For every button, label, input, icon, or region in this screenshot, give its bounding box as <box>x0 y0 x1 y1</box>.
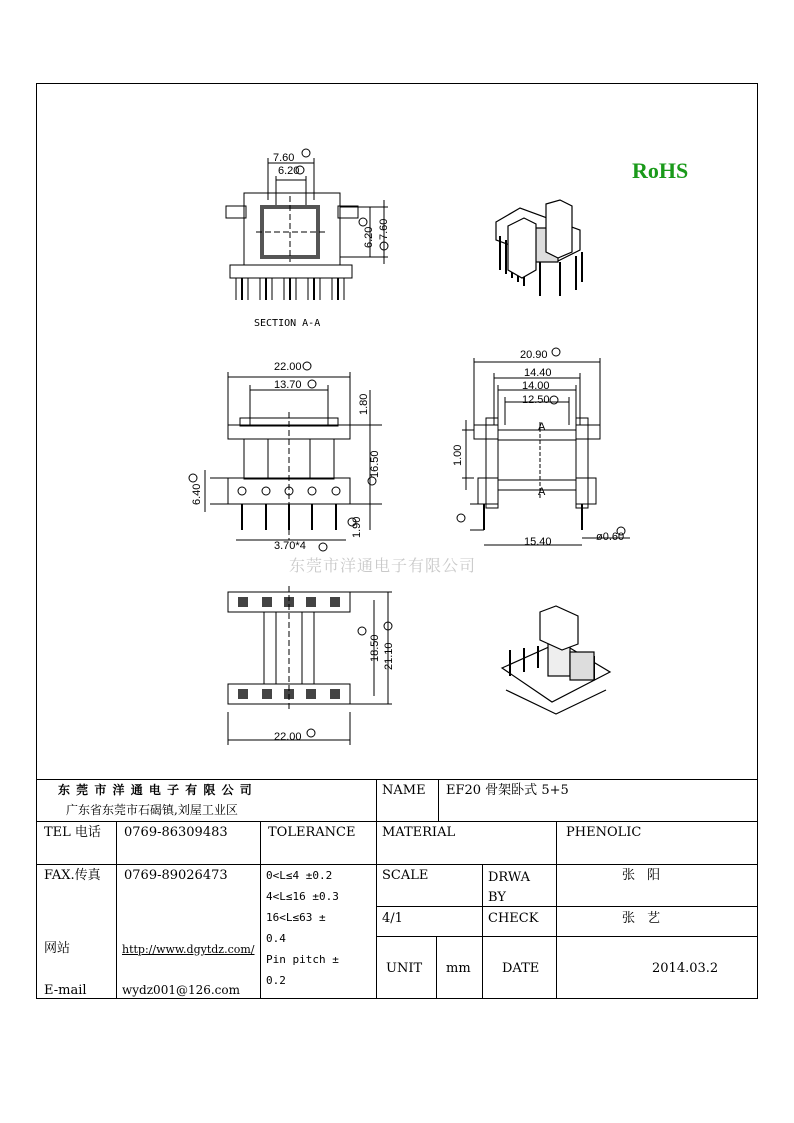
dim-1-80: 1.80 <box>358 393 370 415</box>
dim-6-20: 6.20 <box>278 165 300 177</box>
email-value: wydz001@126.com <box>122 983 241 997</box>
date-value: 2014.03.2 <box>652 961 719 976</box>
tel-value: 0769-86309483 <box>124 825 228 840</box>
unit-value: mm <box>446 961 471 976</box>
dim-0-60: ø0.60 <box>596 531 625 543</box>
title-block <box>36 779 758 999</box>
drwaby-value: 张 阳 <box>622 868 665 883</box>
dim-14-40: 14.40 <box>524 367 552 379</box>
section-marker-a-bottom: A <box>538 486 546 498</box>
date-label: DATE <box>502 961 540 976</box>
dim-7-60: 7.60 <box>273 152 295 164</box>
isometric-view-top <box>496 200 582 296</box>
dim-1-00: 1.00 <box>452 444 464 466</box>
top-view <box>228 586 392 745</box>
drwaby-label: DRWA BY <box>488 870 531 905</box>
tolerance-table <box>266 865 360 991</box>
dim-1-90: 1.90 <box>351 516 363 538</box>
dim-13-70: 13.70 <box>274 379 302 391</box>
company-address: 广东省东莞市石碣镇,刘屋工业区 <box>66 803 238 817</box>
section-label: SECTION A-A <box>254 318 321 329</box>
tolerance-line: 0.2 <box>266 974 286 987</box>
dim-16-50: 16.50 <box>369 450 381 478</box>
check-label: CHECK <box>488 911 539 926</box>
dim-18-50: 18.50 <box>369 634 381 662</box>
fax-value: 0769-89026473 <box>124 868 228 883</box>
dim-6-20-vertical: 6.20 <box>363 226 375 248</box>
email-label: E-mail <box>44 983 87 998</box>
dim-22-00: 22.00 <box>274 361 302 373</box>
dim-3-70x4: 3.70*4 <box>274 540 306 552</box>
tolerance-line: 0<L≤4 ±0.2 <box>266 869 333 882</box>
tolerance-label: TOLERANCE <box>268 825 356 840</box>
name-value: EF20 骨架卧式 5+5 <box>446 783 569 798</box>
material-label: MATERIAL <box>382 825 456 840</box>
dim-22-00-bottom: 22.00 <box>274 731 302 743</box>
material-value: PHENOLIC <box>566 825 642 840</box>
tolerance-line: 4<L≤16 ±0.3 <box>266 890 339 903</box>
scale-label: SCALE <box>382 868 429 883</box>
tel-label: TEL 电话 <box>44 825 101 840</box>
check-value: 张 艺 <box>622 911 665 926</box>
dim-15-40: 15.40 <box>524 536 552 548</box>
scale-value: 4/1 <box>382 911 403 926</box>
company-name: 东 莞 市 洋 通 电 子 有 限 公 司 <box>58 783 253 797</box>
watermark: 东莞市洋通电子有限公司 <box>289 556 477 575</box>
web-link[interactable]: http://www.dgytdz.com/ <box>122 943 255 956</box>
section-marker-a-top: A <box>538 421 546 433</box>
dim-14-00: 14.00 <box>522 380 550 392</box>
dim-7-60-vertical: 7.60 <box>378 218 390 240</box>
rohs-mark: RoHS <box>632 158 689 183</box>
unit-label: UNIT <box>386 961 423 976</box>
dim-6-40: 6.40 <box>191 483 203 505</box>
web-label: 网站 <box>44 941 71 956</box>
tolerance-line: Pin pitch ± <box>266 953 339 966</box>
fax-label: FAX.传真 <box>44 868 101 883</box>
section-view <box>226 149 388 300</box>
dim-21-10: 21.10 <box>383 642 395 670</box>
name-label: NAME <box>382 783 426 798</box>
isometric-view-bottom <box>502 606 610 714</box>
tolerance-line: 0.4 <box>266 932 286 945</box>
dim-12-50: 12.50 <box>522 394 550 406</box>
tolerance-line: 16<L≤63 ± <box>266 911 326 924</box>
dim-20-90: 20.90 <box>520 349 548 361</box>
